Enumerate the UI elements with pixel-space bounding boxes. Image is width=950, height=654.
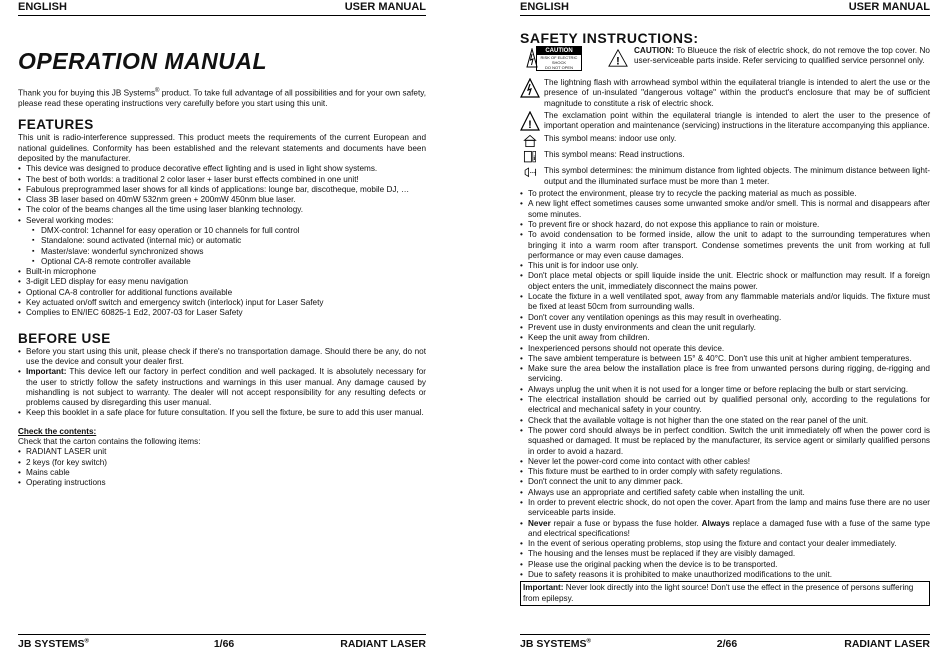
header-doc-title: USER MANUAL — [848, 1, 930, 13]
list-item: ▪ DMX-control: 1channel for easy operation or 10 channels for full control — [32, 226, 426, 236]
list-item: • The color of the beams changes all the time using laser blanking technology. — [18, 205, 426, 215]
list-item: • The save ambient temperature is between 15° & 40°C. Don't use this unit at higher ambient temperatures. — [520, 354, 930, 364]
important-text: Never look directly into the light source! Don't use the effect in the presence of persons suffering from epilepsy. — [523, 583, 914, 603]
list-item: ▪ Master/slave: wonderful synchronized shows — [32, 247, 426, 257]
list-item: ▪ Standalone: sound activated (internal mic) or automatic — [32, 236, 426, 246]
svg-text:!: ! — [528, 118, 532, 131]
lightning-symbol-row — [520, 78, 930, 109]
list-item: • The best of both worlds: a traditional 2 color laser + laser burst effects combined in one unit! — [18, 175, 426, 185]
list-item: • Optional CA-8 controller for additional functions available — [18, 288, 426, 298]
fuse-text-b: replace a damaged fuse with a fuse of the same type and electrical specifications! — [528, 518, 930, 538]
exclamation-icon — [608, 48, 628, 68]
read-text: This symbol means: Read instructions. — [544, 150, 685, 160]
list-item: • 2 keys (for key switch) — [18, 458, 426, 468]
list-item: • Locate the fixture in a well ventilated spot, away from any flammable materials and/or liquids. The fixture must be fixed at least 50cm from surrounding walls. — [520, 292, 930, 313]
safety-list — [520, 189, 930, 580]
caution-section — [520, 46, 930, 76]
list-item: • To protect the environment, please try to recycle the packing material as much as possible. — [520, 189, 930, 199]
contents-intro: Check that the carton contains the following items: — [18, 437, 201, 447]
right-page — [520, 0, 930, 654]
page-header — [520, 0, 930, 16]
list-item: • 3-digit LED display for easy menu navigation — [18, 277, 426, 287]
intro-text-a: Thank you for buying this JB Systems — [18, 88, 156, 98]
distance-symbol-row — [520, 166, 930, 187]
list-item: ▪ Optional CA-8 remote controller available — [32, 257, 426, 267]
list-item: • Keep the unit away from children. — [520, 333, 930, 343]
page-footer — [520, 634, 930, 652]
list-item: • The housing and the lenses must be replaced if they are visibly damaged. — [520, 549, 930, 559]
header-doc-title: USER MANUAL — [344, 1, 426, 13]
list-item: • Don't connect the unit to any dimmer pack. — [520, 477, 930, 487]
list-item: • Prevent use in dusty environments and clean the unit regularly. — [520, 323, 930, 333]
list-item: • In order to prevent electric shock, do not open the cover. Apart from the lamp and mains fuse there are no user serviceable parts inside. — [520, 498, 930, 519]
caution-label: CAUTION: — [634, 46, 675, 55]
indoor-text: This symbol means: indoor use only. — [544, 134, 677, 144]
list-item: • Always use an appropriate and certified safety cable when installing the unit. — [520, 488, 930, 498]
important-notice-box — [520, 581, 930, 606]
important-text: This device left our factory in perfect condition and well packaged. It is absolutely necessary for the user to strictly follow the safety instructions and warnings in this user manual. Any damage caused by mishandling is not subject to warranty. The dealer will not accept responsibility for any resulting defects or problems caused by disregarding this user manual. — [26, 367, 426, 408]
never-label: Never — [528, 518, 551, 528]
list-item: • Class 3B laser based on 40mW 532nm green + 200mW 450nm blue laser. — [18, 195, 426, 205]
list-item: • Don't place metal objects or spill liquide inside the unit. Electric shock or malfunction may result. If a foreign object enters the unit, immediately disconnect the mains power. — [520, 271, 930, 292]
safety-title: SAFETY INSTRUCTIONS: — [520, 30, 699, 46]
contents-list — [18, 447, 426, 488]
list-item: • To prevent fire or shock hazard, do not expose this appliance to rain or moisture. — [520, 220, 930, 230]
features-list — [18, 164, 426, 226]
list-item: • Several working modes: — [18, 216, 426, 226]
footer-product: RADIANT LASER — [340, 638, 426, 650]
footer-page-number: 2/66 — [716, 638, 738, 650]
left-page — [18, 0, 426, 654]
before-use-list — [18, 347, 426, 419]
caution-box-line2: DO NOT OPEN — [545, 65, 573, 70]
list-item: • This unit is for indoor use only. — [520, 261, 930, 271]
lightning-triangle-icon — [520, 78, 540, 98]
list-item: • Make sure the area below the installation place is free from unwanted persons during rigging, de-rigging and servicing. — [520, 364, 930, 385]
list-item: • Always unplug the unit when it is not used for a longer time or before replacing the bulb or start servicing. — [520, 385, 930, 395]
left-body — [18, 86, 426, 489]
svg-text:!: ! — [616, 55, 620, 68]
list-item: • RADIANT LASER unit — [18, 447, 426, 457]
list-item: • Complies to EN/IEC 60825-1 Ed2, 2007-03 for Laser Safety — [18, 308, 426, 318]
footer-brand — [18, 638, 89, 650]
list-item: • Fabulous preprogrammed laser shows for all kinds of applications: lounge bar, discotheque, mobile DJ, … — [18, 185, 426, 195]
list-item: • A new light effect sometimes causes some unwanted smoke and/or smell. This is normal and disappears after some minutes. — [520, 199, 930, 220]
exclamation-symbol-row — [520, 111, 930, 132]
header-language: ENGLISH — [18, 1, 67, 13]
list-item: • Key actuated on/off switch and emergency switch (interlock) input for Laser Safety — [18, 298, 426, 308]
features-list-2 — [18, 267, 426, 318]
footer-product: RADIANT LASER — [844, 638, 930, 650]
caution-label-box — [536, 46, 582, 71]
list-item: • The electrical installation should be carried out by qualified personal only, according to the regulations for electrical and mechanical safety in your country. — [520, 395, 930, 416]
list-item: • Please use the original packing when the device is to be transported. — [520, 560, 930, 570]
list-item — [520, 519, 930, 540]
list-item: • To avoid condensation to be formed inside, allow the unit to adapt to the surrounding temperatures when bringing it into a warm room after transport. Condense sometimes prevents the unit from working at full performance or may even cause damages. — [520, 230, 930, 261]
read-symbol-row — [520, 150, 930, 164]
list-item: • In the event of serious operating problems, stop using the fixture and contact your dealer immediately. — [520, 539, 930, 549]
intro-registered-mark: ® — [155, 88, 160, 94]
distance-icon — [520, 166, 540, 180]
footer-page-number: 1/66 — [213, 638, 235, 650]
caution-box-title: CAUTION — [537, 47, 581, 55]
page-header — [18, 0, 426, 16]
list-item — [18, 367, 426, 408]
contents-heading: Check the contents: — [18, 426, 97, 436]
important-label: Important: — [523, 583, 564, 593]
caution-text: To Blueuce the risk of electric shock, do not remove the top cover. No user-serviceable parts inside. Refer servicing to qualified service personnel only. — [634, 46, 930, 66]
always-label: Always — [701, 518, 730, 528]
indoor-symbol-row — [520, 134, 930, 148]
features-heading: FEATURES — [18, 117, 94, 133]
footer-registered-mark: ® — [586, 638, 591, 645]
right-body — [520, 46, 930, 606]
list-item: • Check that the available voltage is not higher than the one stated on the rear panel of the unit. — [520, 416, 930, 426]
list-item: • Operating instructions — [18, 478, 426, 488]
list-item: • The power cord should always be in perfect condition. Switch the unit immediately off when the power cord is squashed or damaged. It must be replaced by the manufacturer, its service agent or similarly qualified persons in order to avoid a hazard. — [520, 426, 930, 457]
list-item: • Mains cable — [18, 468, 426, 478]
modes-list — [32, 226, 426, 267]
page-title: OPERATION MANUAL — [18, 48, 268, 74]
page-footer — [18, 634, 426, 652]
header-language: ENGLISH — [520, 1, 569, 13]
lightning-text: The lightning flash with arrowhead symbol within the equilateral triangle is intended to alert the use or the presence of un-insulated "dangerous voltage" within the product's enclosure that may be of sufficient magnitude to constitute a risk of electric shock. — [544, 78, 930, 108]
fuse-text-a: repair a fuse or bypass the fuse holder. — [550, 518, 702, 528]
list-item: • This device was designed to produce decorative effect lighting and is used in light show systems. — [18, 164, 426, 174]
list-item: • Don't cover any ventilation openings as this may result in overheating. — [520, 313, 930, 323]
list-item: • Never let the power-cord come into contact with other cables! — [520, 457, 930, 467]
distance-text: This symbol determines: the minimum distance from lighted objects. The minimum distance between light-output and the illuminated surface must be more than 1 meter. — [544, 166, 930, 186]
intro-paragraph — [18, 86, 426, 109]
list-item: • Inexperienced persons should not operate this device. — [520, 344, 930, 354]
footer-brand-text: JB SYSTEMS — [18, 638, 85, 650]
list-item: • Built-in microphone — [18, 267, 426, 277]
exclamation-text: The exclamation point within the equilateral triangle is intended to alert the user to the presence of important operation and maintenance (servicing) instructions in the literature accompanying this appliance. — [544, 110, 930, 131]
list-item: • This fixture must be earthed to in order comply with safety regulations. — [520, 467, 930, 477]
features-intro: This unit is radio-interference suppressed. This product meets the requirements of the current European and national guidelines. Conformity has been established and the relevant statements and documents have been deposited by the manufacturer. — [18, 133, 426, 163]
important-label: Important: — [26, 367, 67, 377]
list-item: • Due to safety reasons it is prohibited to make unauthorized modifications to the unit. — [520, 570, 930, 580]
warning-triangle-icon — [520, 111, 540, 131]
footer-brand-text: JB SYSTEMS — [520, 638, 587, 650]
before-use-heading: BEFORE USE — [18, 330, 111, 346]
intro-text-b: product. To take full advantage of all possibilities and for your own safety, please read these operating instructions very carefully before you start using this unit. — [18, 88, 426, 109]
footer-registered-mark: ® — [84, 638, 89, 645]
caution-box-line1: RISK OF ELECTRIC SHOCK — [540, 55, 578, 65]
list-item: • Before you start using this unit, please check if there's no transportation damage. Should there be any, do not use the device and consult your dealer first. — [18, 347, 426, 368]
house-icon — [520, 134, 540, 148]
list-item: • Keep this booklet in a safe place for future consultation. If you sell the fixture, be sure to add this user manual. — [18, 408, 426, 418]
svg-text:i: i — [533, 155, 536, 163]
read-instructions-icon — [520, 150, 540, 164]
footer-brand — [520, 638, 591, 650]
